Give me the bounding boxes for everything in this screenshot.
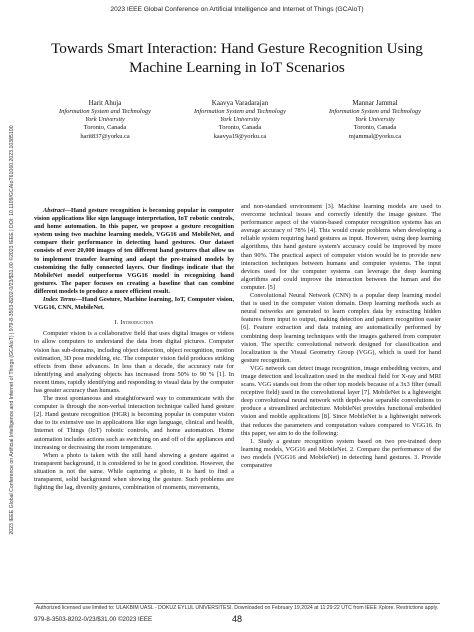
body-paragraph: Computer vision is a collaborative field that uses digital images or videos to allow computers to understand the data from digital pictures. Computer vision has sub-domains, including object detection, object recognition, motion estimation, 3D pose modeling, etc. The computer vision field produces striking effects from these advances. In less than a decade, the accuracy rate for identifying and analyzing objects has increased from 50% to 90 % [1]. In recent times, rapidly identifying and responding to visual data by the computer has greater accuracy than humans.: [34, 330, 234, 394]
author-university: York University: [355, 116, 395, 124]
index-terms-label: Index Terms: [43, 296, 76, 304]
index-terms: [34, 296, 234, 312]
author-email[interactable]: harit837@yorku.ca: [80, 132, 130, 140]
body-paragraph: 1. Study a gesture recognition system based on two pre-trained deep learning models, VGG16 and MobileNet. 2. Compare the performance of the two models (VGG16 and MobileNet) in detecting hand gestures. 3. Provide comparative: [241, 437, 441, 469]
copyright-line: 979-8-3503-8202-0/23/$31.00 ©2023 IEEE: [34, 616, 153, 623]
right-column: [241, 203, 441, 470]
body-paragraph: and non-standard environment [3]. Machine learning models are used to overcome technical issues and correctly identify the image gesture. The performance aspect of the vision-based computer recognition systems has an average accuracy of 78% [4]. This would create problems when developing a reliable system requiring hand gestures as input. However, using deep learning algorithms, this hand gesture system's accuracy could be improved by more than 90%. The practical aspect of computer vision would be to provide new interaction techniques between humans and computer systems. The input devices used for the computer systems can leverage the deep learning algorithms and could improve the interaction between the human and the computer. [5]: [241, 203, 441, 291]
footer-divider: [34, 603, 440, 604]
author-affiliation: Information System and Technology: [194, 108, 286, 115]
author-location: Toronto, Canada: [353, 124, 397, 132]
author-university: York University: [220, 116, 260, 124]
abstract-text: —Hand gesture recognition is becoming popular in computer vision applications like sign language interpretation, IoT robotic controls, and home automation. In this paper, we propose a gesture recognition system using two machine learning models, VGG16 and MobileNet, and compare their performance in detecting hand gestures. Our dataset consists of over 20,000 images of ten different hand gestures that allow us to implement transfer learning and adapt the pre-trained models by customizing the fully connected layers. Our findings indicate that the MobileNet model outperforms VGG16 model in recognizing hand gestures. The paper focuses on creating a baseline that can combine different models to produce a more efficient result.: [34, 207, 234, 295]
author-location: Toronto, Canada: [83, 124, 127, 132]
body-paragraph: Convolutional Neural Network (CNN) is a popular deep learning model that is used in the computer vision domain. Deep learning methods such as neural networks are generated to learn complex data by extracting hidden features from input to output, making detection and pattern recognition easier [6]. Feature extraction and data training are automatically performed by combining deep learning techniques with the images gathered from computer vision. The specific convolutional network designed for classification and localization is the Visual Geometry Group (VGG), which is used for hand gesture recognition.: [241, 292, 441, 364]
author-affiliation: Information System and Technology: [329, 108, 421, 115]
author-name: Mannar Jammal: [352, 99, 398, 107]
author-university: York University: [85, 116, 125, 124]
body-paragraph: The most spontaneous and straightforward way to communicate with the computer is through the non-verbal interaction technique called hand gesture [2]. Hand gesture recognition (HGR) is becoming popular in computer vision due to its extensive use in applications like sign language, clinical and health, Internet of Things (IoT) robotic controls, and home automation. Home automation includes actions such as switching on and off of the appliances and increasing or decreasing the room temperature.: [34, 395, 234, 451]
author-name: Harit Ahuja: [88, 99, 122, 107]
index-terms-text: —Hand Gesture, Machine learning, IoT, Computer vision, VGG16, CNN, MobileNet.: [34, 296, 235, 312]
author-2: [175, 99, 305, 141]
doi-sidebar: [7, 60, 16, 600]
body-paragraph: VGG network can detect image recognition, image embedding vectors, and image detection and localization used in the medical field for X-ray and MRI scans. VGG stands out from the other top models because of a 3x3 filter (small receptive field) used in the convolutional layer [7]. MobileNet is a lightweight deep convolutional neural network with depth-wise separable convolutions to produce a streamlined architecture. MobileNet provides functional embedded vision and mobile applications [8]. Since MobileNet is a lightweight network that reduces the parameters and computation values compared to VGG16. In this paper, we aim to do the following:: [241, 364, 441, 437]
body-paragraph: When a photo is taken with the still hand showing a gesture against a transparent background, it is considered to be in good condition. However, the situation is not the same. While capturing a photo, it is hard to find a transparent, solid background when showing the gesture. Such problems are fighting the lag, diversity gestures, combination of moments, movements,: [34, 451, 234, 492]
author-email[interactable]: mjammal@yorku.ca: [348, 132, 402, 140]
author-1: [40, 99, 170, 141]
author-affiliation: Information System and Technology: [59, 108, 151, 115]
author-email[interactable]: kaavya19@yorku.ca: [213, 132, 267, 140]
page-number: 48: [231, 614, 242, 624]
author-name: Kaavya Varadarajan: [211, 99, 269, 107]
license-footer: Authorized licensed use limited to: ULAKBIM UASL - DOKUZ EYLUL UNIVERSITESI. Downloaded on February 19,2024 at 11:29:22 UTC from IEEE Xplore. Restrictions apply.: [35, 605, 439, 611]
author-block: [40, 99, 440, 141]
section-heading-introduction: I. Introduction: [114, 319, 154, 327]
abstract-label: Abstract: [43, 207, 65, 214]
conference-header: 2023 IEEE Global Conference on Artificial Intelligence and Internet of Things (GCAIoT): [110, 6, 364, 13]
author-location: Toronto, Canada: [218, 124, 262, 132]
abstract: [34, 207, 234, 296]
doi-sidebar-text: 2023 IEEE Global Conference on Artificial Intelligence and Internet of Things (GCAIoT) | 979-8-3503-8202-0/23/$31.00 ©2023 IEEE | DOI: 10.1109/GCAIoT61060.2023.10385100: [8, 125, 15, 535]
author-3: [310, 99, 440, 141]
left-column: [34, 207, 234, 492]
paper-title: Towards Smart Interaction: Hand Gesture Recognition Using Machine Learning in IoT Scenarios: [51, 40, 423, 76]
